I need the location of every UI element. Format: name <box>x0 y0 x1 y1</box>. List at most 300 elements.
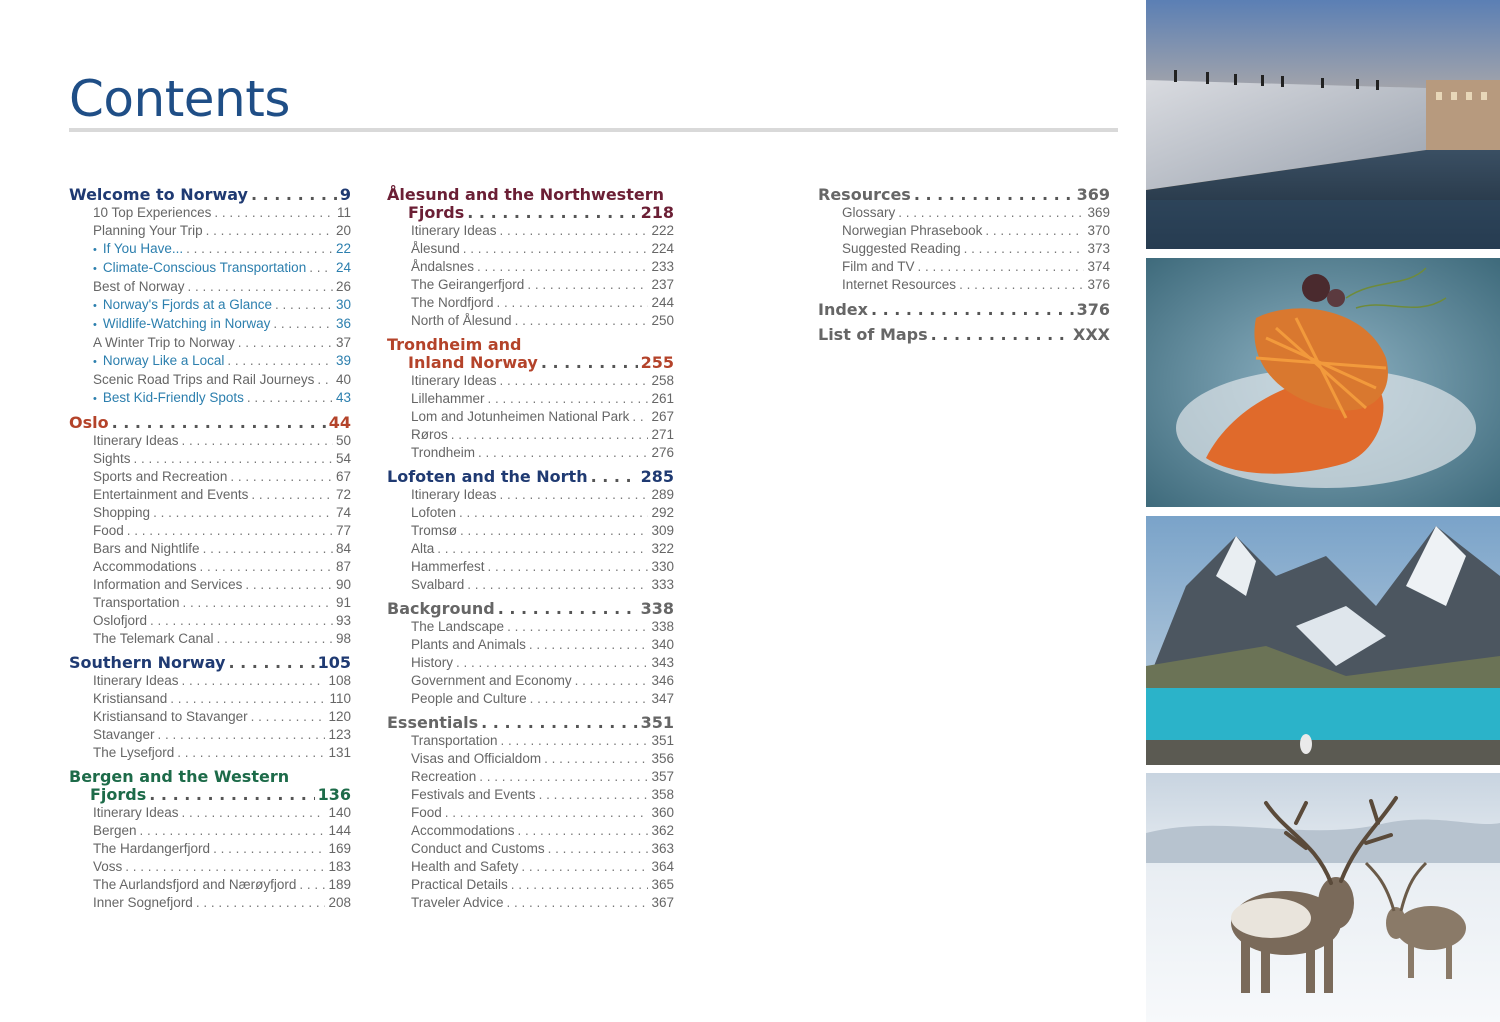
dot-leader <box>317 371 333 389</box>
section-title: Oslo <box>69 413 109 432</box>
section-page: 338 <box>640 599 674 618</box>
dot-leader <box>456 654 648 672</box>
toc-entry[interactable] <box>69 558 351 576</box>
entry-title: Suggested Reading <box>842 241 961 256</box>
section-heading[interactable] <box>69 768 351 786</box>
toc-entry[interactable] <box>69 594 351 612</box>
toc-entry[interactable] <box>69 504 351 522</box>
entry-title: Information and Services <box>93 577 243 592</box>
section-title: Background <box>387 599 495 618</box>
toc-entry[interactable] <box>387 786 674 804</box>
entry-page: 267 <box>651 409 674 424</box>
section-heading-cont[interactable] <box>69 786 351 804</box>
entry-title: Bergen <box>93 823 137 838</box>
entry-title: North of Ålesund <box>411 313 512 328</box>
section-title: Trondheim and <box>387 335 522 354</box>
entry-page: 91 <box>335 595 351 610</box>
toc-entry[interactable] <box>69 315 351 334</box>
toc-entry[interactable] <box>69 822 351 840</box>
dot-leader <box>478 444 648 462</box>
toc-section <box>69 414 351 648</box>
toc-entry[interactable] <box>69 876 351 894</box>
toc-column-2 <box>387 186 674 912</box>
entry-page: 233 <box>651 259 674 274</box>
toc-column-1 <box>69 186 351 912</box>
dot-leader <box>467 204 637 222</box>
section-title: Lofoten and the North <box>387 467 588 486</box>
entry-title: Scenic Road Trips and Rail Journeys <box>93 372 315 387</box>
toc-entry[interactable] <box>69 432 351 450</box>
toc-entry[interactable] <box>69 726 351 744</box>
dot-leader <box>112 414 326 432</box>
section-heading[interactable] <box>818 186 1110 204</box>
dot-leader <box>985 222 1084 240</box>
entry-title: Norway Like a Local <box>102 353 225 368</box>
toc-entry[interactable] <box>818 240 1110 258</box>
entry-page: 289 <box>651 487 674 502</box>
dot-leader <box>170 690 326 708</box>
dot-leader <box>521 858 648 876</box>
section-page: 136 <box>317 785 351 804</box>
entry-title: Lom and Jotunheimen National Park <box>411 409 630 424</box>
toc-entry[interactable] <box>818 204 1110 222</box>
dot-leader <box>898 204 1084 222</box>
entry-page: 340 <box>651 637 674 652</box>
toc-entry[interactable] <box>69 296 351 315</box>
entry-title: Sights <box>93 451 131 466</box>
entry-title: Climate-Conscious Transportation <box>102 260 307 275</box>
dot-leader <box>251 486 333 504</box>
entry-title: Itinerary Ideas <box>411 223 497 238</box>
entry-page: 367 <box>651 895 674 910</box>
entry-title: Itinerary Ideas <box>93 433 179 448</box>
entry-title: The Geirangerfjord <box>411 277 525 292</box>
bullet-icon: • <box>93 319 97 331</box>
entry-title: Voss <box>93 859 123 874</box>
toc-entry[interactable] <box>387 486 674 504</box>
entry-title: Health and Safety <box>411 859 519 874</box>
dot-leader <box>964 240 1085 258</box>
reindeer-photo <box>1146 773 1500 1022</box>
dot-leader <box>203 540 333 558</box>
section-heading[interactable] <box>818 326 1110 344</box>
page-title: Contents <box>69 70 290 128</box>
section-heading-cont[interactable] <box>387 354 674 372</box>
entry-page: 276 <box>651 445 674 460</box>
entry-title: 10 Top Experiences <box>93 205 212 220</box>
dot-leader <box>186 240 333 258</box>
entry-page: 333 <box>651 577 674 592</box>
toc-entry[interactable] <box>387 294 674 312</box>
section-page: 376 <box>1076 300 1110 319</box>
dot-leader <box>188 278 333 296</box>
entry-page: 362 <box>651 823 674 838</box>
toc-entry[interactable] <box>69 450 351 468</box>
entry-page: 54 <box>335 451 351 466</box>
toc-entry[interactable] <box>69 389 351 408</box>
toc-section <box>69 768 351 912</box>
toc-entry[interactable] <box>69 894 351 912</box>
entry-title: Plants and Animals <box>411 637 526 652</box>
entry-title: A Winter Trip to Norway <box>93 335 235 350</box>
entry-page: 43 <box>335 390 351 405</box>
section-title: Southern Norway <box>69 653 226 672</box>
section-page: XXX <box>1072 325 1110 344</box>
entry-page: 140 <box>328 805 351 820</box>
section-title-cont: Fjords <box>408 203 465 222</box>
entry-title: Best of Norway <box>93 279 185 294</box>
mountain-lake-photo <box>1146 516 1500 765</box>
toc-entry[interactable] <box>69 352 351 371</box>
entry-title: Alta <box>411 541 435 556</box>
toc-entry[interactable] <box>387 504 674 522</box>
entry-title: Sports and Recreation <box>93 469 228 484</box>
section-heading[interactable] <box>387 336 674 354</box>
entry-page: 374 <box>1087 259 1110 274</box>
bullet-icon: • <box>93 263 97 275</box>
entry-title: Itinerary Ideas <box>411 373 497 388</box>
entry-title: Recreation <box>411 769 477 784</box>
entry-title: Tromsø <box>411 523 457 538</box>
toc-entry[interactable] <box>387 372 674 390</box>
entry-title: Itinerary Ideas <box>93 805 179 820</box>
entry-title: Entertainment and Events <box>93 487 249 502</box>
bullet-icon: • <box>93 393 97 405</box>
toc-entry[interactable] <box>69 744 351 762</box>
dot-leader <box>275 296 333 314</box>
section-heading[interactable] <box>387 468 674 486</box>
entry-page: 224 <box>651 241 674 256</box>
toc-entry[interactable] <box>387 390 674 408</box>
dot-leader <box>182 804 326 822</box>
entry-page: 351 <box>651 733 674 748</box>
toc-entry[interactable] <box>69 222 351 240</box>
toc-entry[interactable] <box>818 276 1110 294</box>
dot-leader <box>182 672 326 690</box>
toc-entry[interactable] <box>387 618 674 636</box>
entry-title: Practical Details <box>411 877 508 892</box>
toc-entry[interactable] <box>69 468 351 486</box>
section-heading[interactable] <box>69 654 351 672</box>
toc-entry[interactable] <box>69 278 351 296</box>
section-heading-cont[interactable] <box>387 204 674 222</box>
toc-entry[interactable] <box>387 312 674 330</box>
dot-leader <box>153 504 333 522</box>
dot-leader <box>527 276 648 294</box>
toc-entry[interactable] <box>387 804 674 822</box>
entry-title: Internet Resources <box>842 277 957 292</box>
toc-entry[interactable] <box>387 444 674 462</box>
toc-entry[interactable] <box>69 486 351 504</box>
entry-page: 169 <box>328 841 351 856</box>
toc-entry[interactable] <box>387 840 674 858</box>
toc-entry[interactable] <box>69 522 351 540</box>
entry-page: 131 <box>328 745 351 760</box>
dot-leader <box>498 600 638 618</box>
section-page: 9 <box>339 185 351 204</box>
section-title: List of Maps <box>818 325 928 344</box>
toc-entry[interactable] <box>69 858 351 876</box>
entry-title: Kristiansand to Stavanger <box>93 709 248 724</box>
entry-title: Food <box>93 523 124 538</box>
dot-leader <box>230 468 333 486</box>
dot-leader <box>632 408 648 426</box>
entry-title: Traveler Advice <box>411 895 504 910</box>
entry-title: Accommodations <box>411 823 515 838</box>
entry-page: 72 <box>335 487 351 502</box>
entry-page: 98 <box>335 631 351 646</box>
entry-title: Bars and Nightlife <box>93 541 200 556</box>
entry-title: Norwegian Phrasebook <box>842 223 983 238</box>
entry-page: 67 <box>335 469 351 484</box>
section-page: 351 <box>640 713 674 732</box>
toc-section <box>818 186 1110 294</box>
entry-title: Wildlife-Watching in Norway <box>102 316 271 331</box>
section-title: Bergen and the Western <box>69 767 290 786</box>
opera-house-photo <box>1146 0 1500 249</box>
dot-leader <box>460 522 648 540</box>
section-heading[interactable] <box>818 301 1110 319</box>
toc-entry[interactable] <box>69 371 351 389</box>
dot-leader <box>548 840 649 858</box>
dot-leader <box>488 558 649 576</box>
entry-title: Åndalsnes <box>411 259 475 274</box>
entry-page: 189 <box>328 877 351 892</box>
section-title: Index <box>818 300 868 319</box>
bullet-icon: • <box>93 300 97 312</box>
entry-title: Film and TV <box>842 259 915 274</box>
dot-leader <box>515 312 649 330</box>
entry-title: Food <box>411 805 442 820</box>
section-heading[interactable] <box>69 414 351 432</box>
entry-title: Svalbard <box>411 577 465 592</box>
food-dish-photo <box>1146 258 1500 507</box>
dot-leader <box>507 618 648 636</box>
toc-section <box>69 186 351 408</box>
dot-leader <box>299 876 325 894</box>
dot-leader <box>140 822 326 840</box>
entry-page: 222 <box>651 223 674 238</box>
section-page: 218 <box>640 203 674 222</box>
entry-page: 357 <box>651 769 674 784</box>
dot-leader <box>477 258 648 276</box>
entry-title: Transportation <box>93 595 180 610</box>
toc-section <box>387 468 674 594</box>
toc-entry[interactable] <box>387 636 674 654</box>
toc-section <box>818 326 1110 344</box>
toc-entry[interactable] <box>69 540 351 558</box>
toc-entry[interactable] <box>387 858 674 876</box>
entry-title: History <box>411 655 454 670</box>
toc-entry[interactable] <box>69 240 351 259</box>
toc-section <box>387 600 674 708</box>
dot-leader <box>127 522 333 540</box>
entry-title: Oslofjord <box>93 613 148 628</box>
dot-leader <box>530 690 649 708</box>
entry-page: 22 <box>335 241 351 256</box>
dot-leader <box>539 786 649 804</box>
entry-title: Best Kid-Friendly Spots <box>102 390 244 405</box>
toc-entry[interactable] <box>387 426 674 444</box>
entry-page: 87 <box>335 559 351 574</box>
entry-page: 364 <box>651 859 674 874</box>
toc-entry[interactable] <box>387 894 674 912</box>
toc-entry[interactable] <box>387 258 674 276</box>
section-page: 285 <box>640 467 674 486</box>
entry-title: Festivals and Events <box>411 787 536 802</box>
entry-page: 50 <box>335 433 351 448</box>
section-heading[interactable] <box>69 186 351 204</box>
entry-title: Ålesund <box>411 241 460 256</box>
dot-leader <box>183 594 333 612</box>
entry-page: 360 <box>651 805 674 820</box>
dot-leader <box>238 334 333 352</box>
toc-entry[interactable] <box>387 522 674 540</box>
entry-page: 292 <box>651 505 674 520</box>
entry-title: Transportation <box>411 733 498 748</box>
dot-leader <box>463 240 649 258</box>
entry-title: Visas and Officialdom <box>411 751 542 766</box>
entry-title: Shopping <box>93 505 151 520</box>
toc-entry[interactable] <box>69 630 351 648</box>
dot-leader <box>591 468 638 486</box>
section-heading[interactable] <box>387 714 674 732</box>
entry-page: 258 <box>651 373 674 388</box>
dot-leader <box>206 222 333 240</box>
toc-entry[interactable] <box>387 672 674 690</box>
entry-page: 24 <box>335 260 351 275</box>
toc-entry[interactable] <box>387 690 674 708</box>
entry-page: 363 <box>651 841 674 856</box>
toc-entry[interactable] <box>387 876 674 894</box>
section-heading[interactable] <box>387 186 674 204</box>
dot-leader <box>497 294 649 312</box>
dot-leader <box>871 301 1074 319</box>
entry-title: The Lysefjord <box>93 745 175 760</box>
toc-entry[interactable] <box>69 840 351 858</box>
dot-leader <box>437 540 648 558</box>
toc-entry[interactable] <box>387 558 674 576</box>
dot-leader <box>214 204 334 222</box>
entry-page: 108 <box>328 673 351 688</box>
toc-entry[interactable] <box>69 690 351 708</box>
entry-title: People and Culture <box>411 691 527 706</box>
section-page: 255 <box>640 353 674 372</box>
toc-entry[interactable] <box>69 576 351 594</box>
toc-entry[interactable] <box>387 240 674 258</box>
section-page: 105 <box>317 653 351 672</box>
dot-leader <box>459 504 648 522</box>
entry-page: 376 <box>1087 277 1110 292</box>
toc-entry[interactable] <box>69 672 351 690</box>
dot-leader <box>125 858 325 876</box>
toc-entry[interactable] <box>69 612 351 630</box>
entry-page: 74 <box>335 505 351 520</box>
entry-page: 93 <box>335 613 351 628</box>
toc-entry[interactable] <box>387 732 674 750</box>
entry-title: Hammerfest <box>411 559 485 574</box>
dot-leader <box>149 786 314 804</box>
toc-entry[interactable] <box>69 204 351 222</box>
toc-entry[interactable] <box>69 804 351 822</box>
dot-leader <box>575 672 649 690</box>
entry-title: Government and Economy <box>411 673 572 688</box>
entry-page: 208 <box>328 895 351 910</box>
dot-leader <box>931 326 1070 344</box>
toc-entry[interactable] <box>387 576 674 594</box>
dot-leader <box>227 352 333 370</box>
entry-page: 347 <box>651 691 674 706</box>
entry-title: Itinerary Ideas <box>93 673 179 688</box>
toc-entry[interactable] <box>387 768 674 786</box>
entry-title: Lofoten <box>411 505 457 520</box>
entry-page: 322 <box>651 541 674 556</box>
entry-page: 373 <box>1087 241 1110 256</box>
dot-leader <box>217 630 333 648</box>
dot-leader <box>500 486 649 504</box>
entry-page: 365 <box>651 877 674 892</box>
toc-entry[interactable] <box>387 276 674 294</box>
toc-entry[interactable] <box>69 259 351 278</box>
entry-title: Glossary <box>842 205 896 220</box>
toc-entry[interactable] <box>387 540 674 558</box>
entry-page: 84 <box>335 541 351 556</box>
dot-leader <box>158 726 326 744</box>
dot-leader <box>451 426 649 444</box>
bullet-icon: • <box>93 244 97 256</box>
toc-entry[interactable] <box>818 222 1110 240</box>
toc-entry[interactable] <box>387 408 674 426</box>
entry-title: Stavanger <box>93 727 155 742</box>
entry-page: 110 <box>329 691 351 706</box>
toc-entry[interactable] <box>69 708 351 726</box>
entry-title: Conduct and Customs <box>411 841 545 856</box>
section-heading[interactable] <box>387 600 674 618</box>
toc-entry[interactable] <box>818 258 1110 276</box>
toc-entry[interactable] <box>387 822 674 840</box>
entry-page: 20 <box>335 223 351 238</box>
entry-title: The Hardangerfjord <box>93 841 211 856</box>
entry-page: 90 <box>335 577 351 592</box>
dot-leader <box>228 654 314 672</box>
entry-title: Inner Sognefjord <box>93 895 193 910</box>
entry-title: The Landscape <box>411 619 505 634</box>
entry-page: 26 <box>335 279 351 294</box>
dot-leader <box>182 432 333 450</box>
entry-page: 343 <box>651 655 674 670</box>
entry-title: Itinerary Ideas <box>411 487 497 502</box>
toc-section <box>387 186 674 330</box>
entry-page: 77 <box>335 523 351 538</box>
dot-leader <box>273 315 333 333</box>
dot-leader <box>507 894 649 912</box>
dot-leader <box>150 612 333 630</box>
toc-entry[interactable] <box>387 222 674 240</box>
entry-page: 261 <box>651 391 674 406</box>
dot-leader <box>213 840 325 858</box>
entry-page: 330 <box>651 559 674 574</box>
entry-page: 369 <box>1087 205 1110 220</box>
section-title: Ålesund and the Northwestern <box>387 185 664 204</box>
toc-entry[interactable] <box>69 334 351 352</box>
toc-entry[interactable] <box>387 654 674 672</box>
dot-leader <box>959 276 1084 294</box>
dot-leader <box>501 732 649 750</box>
photo-strip <box>1146 0 1500 1022</box>
dot-leader <box>544 750 648 768</box>
toc-entry[interactable] <box>387 750 674 768</box>
entry-page: 40 <box>335 372 351 387</box>
